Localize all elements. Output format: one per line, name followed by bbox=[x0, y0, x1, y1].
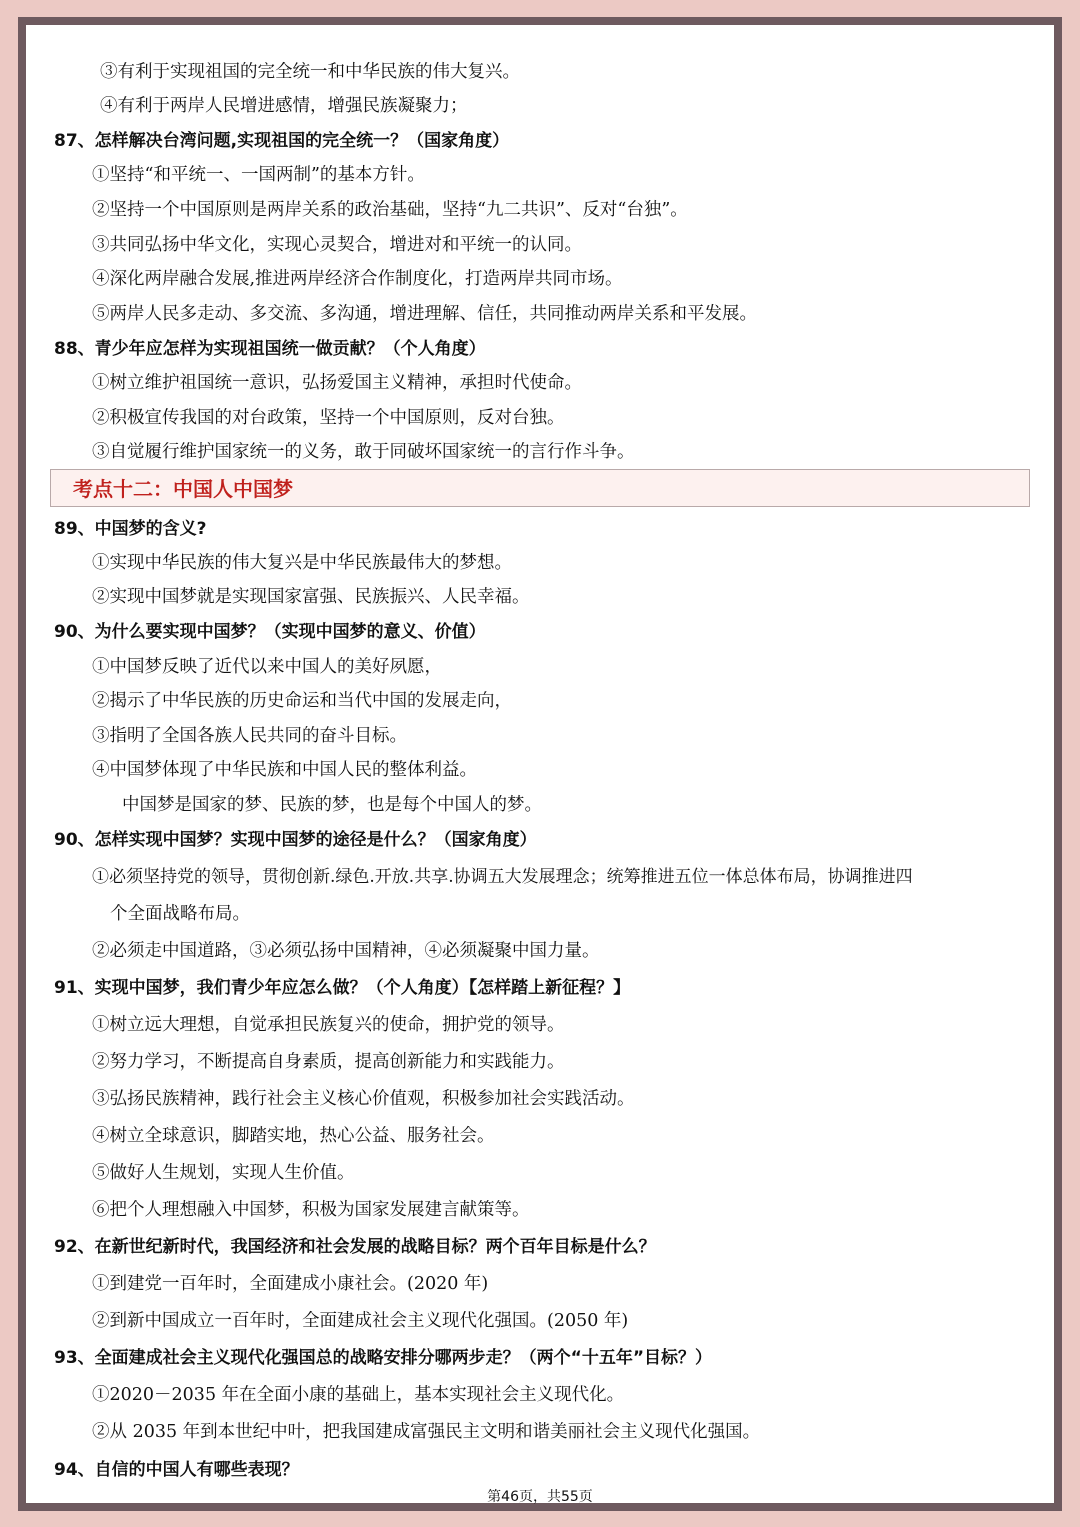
answer-line: ④树立全球意识，脚踏实地，热心公益、服务社会。 bbox=[92, 1126, 495, 1146]
answer-line: ①树立远大理想，自觉承担民族复兴的使命，拥护党的领导。 bbox=[92, 1015, 565, 1035]
page-number: 第46页，共55页 bbox=[487, 1489, 593, 1505]
answer-line: ③弘扬民族精神，践行社会主义核心价值观，积极参加社会实践活动。 bbox=[92, 1089, 635, 1109]
question-90b: 90、怎样实现中国梦？实现中国梦的途径是什么？（国家角度） bbox=[54, 830, 537, 850]
section-title: 考点十二：中国人中国梦 bbox=[73, 477, 293, 501]
answer-line: ③共同弘扬中华文化，实现心灵契合，增进对和平统一的认同。 bbox=[92, 235, 582, 255]
answer-line: ①必须坚持党的领导，贯彻创新.绿色.开放.共享.协调五大发展理念；统筹推进五位一体总体布局，协调推进四 bbox=[92, 867, 913, 887]
answer-line-continued: 个全面战略布局。 bbox=[110, 904, 250, 924]
question-92: 92、在新世纪新时代，我国经济和社会发展的战略目标？两个百年目标是什么？ bbox=[54, 1237, 656, 1257]
answer-line: ②揭示了中华民族的历史命运和当代中国的发展走向， bbox=[92, 691, 512, 711]
answer-line: ⑥把个人理想融入中国梦，积极为国家发展建言献策等。 bbox=[92, 1200, 530, 1220]
answer-line: 中国梦是国家的梦、民族的梦，也是每个中国人的梦。 bbox=[122, 795, 542, 815]
answer-line: ④深化两岸融合发展,推进两岸经济合作制度化，打造两岸共同市场。 bbox=[92, 269, 623, 289]
question-90: 90、为什么要实现中国梦？（实现中国梦的意义、价值） bbox=[54, 622, 486, 642]
answer-line: ①2020－2035 年在全面小康的基础上，基本实现社会主义现代化。 bbox=[92, 1385, 625, 1405]
answer-line: ①到建党一百年时，全面建成小康社会。(2020 年) bbox=[92, 1274, 489, 1294]
answer-line: ②努力学习，不断提高自身素质，提高创新能力和实践能力。 bbox=[92, 1052, 565, 1072]
answer-line: ②积极宣传我国的对台政策，坚持一个中国原则，反对台独。 bbox=[92, 408, 565, 428]
question-89: 89、中国梦的含义? bbox=[54, 519, 207, 539]
document-page bbox=[26, 25, 1054, 1503]
answer-line: ②从 2035 年到本世纪中叶，把我国建成富强民主文明和谐美丽社会主义现代化强国。 bbox=[92, 1422, 761, 1442]
answer-line: ④中国梦体现了中华民族和中国人民的整体利益。 bbox=[92, 760, 477, 780]
answer-line: ①树立维护祖国统一意识，弘扬爱国主义精神，承担时代使命。 bbox=[92, 373, 582, 393]
answer-line: ⑤做好人生规划，实现人生价值。 bbox=[92, 1163, 355, 1183]
section-header bbox=[50, 469, 1030, 507]
answer-line: ④有利于两岸人民增进感情，增强民族凝聚力； bbox=[100, 96, 468, 116]
answer-line: ③自觉履行维护国家统一的义务，敢于同破坏国家统一的言行作斗争。 bbox=[92, 442, 635, 462]
answer-line: ②到新中国成立一百年时，全面建成社会主义现代化强国。(2050 年) bbox=[92, 1311, 629, 1331]
question-91: 91、实现中国梦，我们青少年应怎么做？（个人角度）【怎样踏上新征程？】 bbox=[54, 978, 631, 998]
answer-line: ①坚持“和平统一、一国两制”的基本方针。 bbox=[92, 165, 425, 185]
answer-line: ③指明了全国各族人民共同的奋斗目标。 bbox=[92, 726, 407, 746]
question-93: 93、全面建成社会主义现代化强国总的战略安排分哪两步走？（两个“十五年”目标？） bbox=[54, 1348, 713, 1368]
answer-line: ①实现中华民族的伟大复兴是中华民族最伟大的梦想。 bbox=[92, 553, 512, 573]
question-87: 87、怎样解决台湾问题,实现祖国的完全统一？（国家角度） bbox=[54, 131, 510, 151]
answer-line: ②实现中国梦就是实现国家富强、民族振兴、人民幸福。 bbox=[92, 587, 530, 607]
answer-line: ②必须走中国道路，③必须弘扬中国精神，④必须凝聚中国力量。 bbox=[92, 941, 600, 961]
answer-line: ⑤两岸人民多走动、多交流、多沟通，增进理解、信任，共同推动两岸关系和平发展。 bbox=[92, 304, 757, 324]
question-88: 88、青少年应怎样为实现祖国统一做贡献？（个人角度） bbox=[54, 339, 486, 359]
question-94: 94、自信的中国人有哪些表现？ bbox=[54, 1460, 299, 1480]
answer-line: ①中国梦反映了近代以来中国人的美好夙愿， bbox=[92, 657, 442, 677]
answer-line: ③有利于实现祖国的完全统一和中华民族的伟大复兴。 bbox=[100, 62, 520, 82]
answer-line: ②坚持一个中国原则是两岸关系的政治基础，坚持“九二共识”、反对“台独”。 bbox=[92, 200, 688, 220]
page-frame bbox=[18, 17, 1062, 1511]
